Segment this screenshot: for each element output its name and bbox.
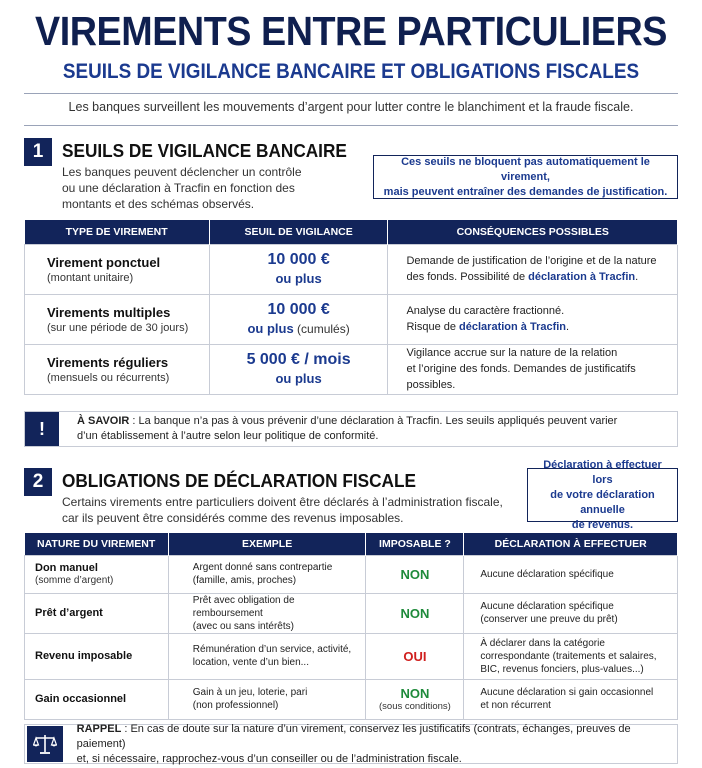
section-1-callout: Ces seuils ne bloquent pas automatiquement le virement, mais peuvent entraîner des demandes de justification. (373, 155, 678, 199)
consequences: Demande de justification de l’origine et de la nature des fonds. Possibilité de déclaration à Tracfin. (388, 244, 678, 294)
table-row (25, 633, 678, 679)
exclamation-icon: ! (25, 412, 59, 446)
taxable-status: NON (366, 593, 464, 633)
table-row (25, 244, 678, 294)
column-header: SEUIL DE VIGILANCE (209, 220, 388, 244)
transfer-type: Virements multiples (47, 304, 171, 320)
transfer-type-note: (montant unitaire) (47, 271, 134, 284)
section-2-description: Certains virements entre particuliers doivent être déclarés à l’administration fiscale, car ils peuvent être considérés comme des revenus imposables. (62, 495, 503, 525)
taxable-condition: (sous conditions) (379, 701, 451, 712)
taxable-status: OUI (366, 633, 464, 679)
table-row (25, 294, 678, 344)
balance-scale-icon (27, 726, 63, 762)
transfer-nature: Prêt d’argent (35, 607, 103, 619)
transfer-type-note: (sur une période de 30 jours) (47, 321, 189, 334)
column-header: DÉCLARATION À EFFECTUER (464, 533, 678, 555)
page-title: VIREMENTS ENTRE PARTICULIERS (35, 8, 667, 54)
example: Argent donné sans contrepartie (famille, amis, proches) (168, 555, 366, 593)
threshold-amount: 10 000 € (267, 251, 330, 268)
column-header: EXEMPLE (168, 533, 366, 555)
fiscal-table (24, 533, 678, 720)
transfer-type-note: (mensuels ou récurrents) (47, 371, 170, 384)
declaration: Aucune déclaration spécifique (conserver une preuve du prêt) (464, 593, 678, 633)
threshold-suffix: ou plus (247, 320, 294, 336)
section-1-number: 1 (24, 138, 52, 166)
example: Rémunération d’un service, activité, location, vente d’un bien... (168, 633, 366, 679)
rappel-box (24, 724, 678, 764)
intro-divider (24, 125, 678, 126)
column-header: IMPOSABLE ? (366, 533, 464, 555)
transfer-nature: Revenu imposable (35, 650, 133, 662)
column-header: CONSÉQUENCES POSSIBLES (388, 220, 678, 244)
transfer-type: Virement ponctuel (47, 254, 161, 270)
threshold-amount: 10 000 € (267, 300, 330, 318)
section-2-callout: Déclaration à effectuer lors de votre déclaration annuelle de revenus. (527, 468, 678, 522)
savoir-box (24, 411, 678, 447)
section-2-title: OBLIGATIONS DE DÉCLARATION FISCALE (62, 470, 416, 491)
declaration: Aucune déclaration spécifique (464, 555, 678, 593)
table-row (25, 344, 678, 394)
table-row (25, 555, 678, 593)
taxable-status: NON (sous conditions) (366, 679, 464, 719)
transfer-nature: Don manuel (35, 562, 98, 574)
table-header-row (25, 220, 678, 244)
section-1-title: SEUILS DE VIGILANCE BANCAIRE (62, 140, 347, 161)
rappel-text: RAPPEL : En cas de doute sur la nature d’un virement, conservez les justificatifs (contrats, échanges, preuves de paiement) et, si nécessaire, rapprochez-vous d’un conseiller ou de l’administration fiscale. (76, 722, 631, 765)
threshold-suffix: ou plus (275, 271, 322, 286)
column-header: TYPE DE VIREMENT (25, 220, 210, 244)
savoir-text: À SAVOIR : La banque n’a pas à vous prévenir d’une déclaration à Tracfin. Les seuils appliqués peuvent varier d’un établissement à l’autre selon leur politique de conformité. (77, 415, 618, 442)
transfer-nature-note: (somme d’argent) (35, 575, 114, 586)
consequences: Vigilance accrue sur la nature de la relation et l’origine des fonds. Demandes de justificatifs possibles. (388, 344, 678, 394)
taxable-status: NON (366, 555, 464, 593)
header-divider (24, 93, 678, 94)
column-header: NATURE DU VIREMENT (25, 533, 169, 555)
transfer-nature: Gain occasionnel (35, 693, 127, 705)
threshold-amount: 5 000 € / mois (246, 351, 351, 368)
page-subtitle: SEUILS DE VIGILANCE BANCAIRE ET OBLIGATIONS FISCALES (62, 60, 640, 83)
vigilance-table (24, 220, 678, 395)
declaration: Aucune déclaration si gain occasionnel et non récurrent (464, 679, 678, 719)
threshold-suffix: ou plus (275, 371, 322, 386)
section-1-description: Les banques peuvent déclencher un contrôle ou une déclaration à Tracfin en fonction des montants et des schémas observés. (62, 165, 302, 211)
threshold-note: (cumulés) (293, 321, 350, 336)
declaration: À déclarer dans la catégorie correspondante (traitements et salaires, BIC, revenus fonciers, plus-values...) (464, 633, 678, 679)
intro-text: Les banques surveillent les mouvements d’argent pour lutter contre le blanchiment et la fraude fiscale. (68, 100, 634, 114)
transfer-type: Virements réguliers (47, 354, 169, 370)
table-row (25, 679, 678, 719)
table-header-row (25, 533, 678, 555)
consequences: Analyse du caractère fractionné. Risque de déclaration à Tracfin. (388, 294, 678, 344)
section-2-number: 2 (24, 468, 52, 496)
example: Prêt avec obligation de remboursement (avec ou sans intérêts) (168, 593, 366, 633)
table-row (25, 593, 678, 633)
example: Gain à un jeu, loterie, pari (non professionnel) (168, 679, 366, 719)
